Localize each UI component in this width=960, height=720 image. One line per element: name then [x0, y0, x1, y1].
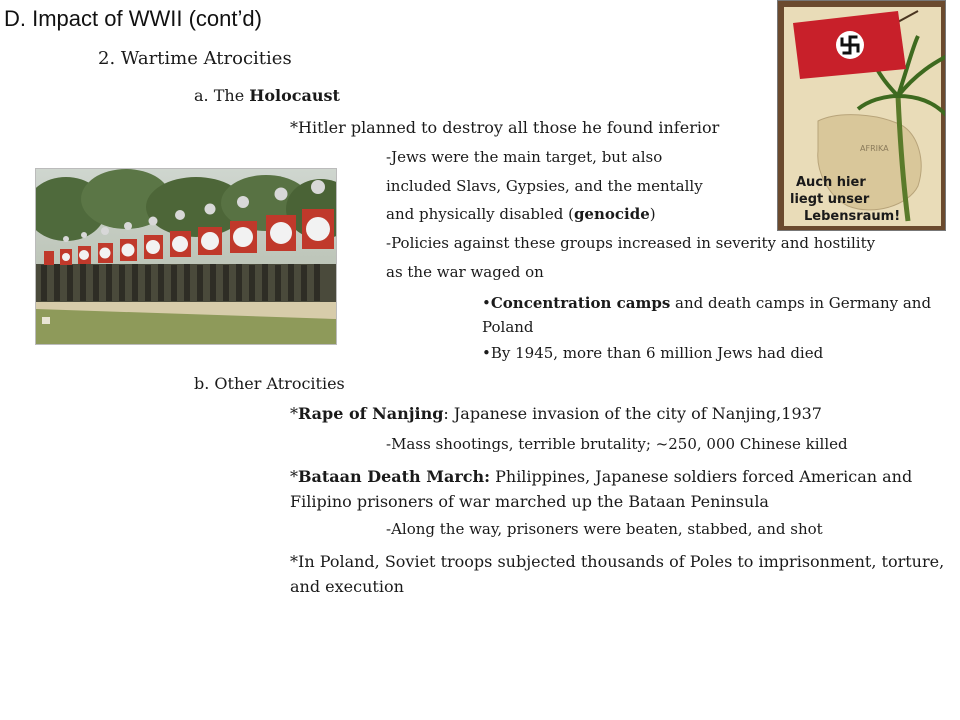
genocide-term: genocide — [573, 205, 650, 223]
lebensraum-poster — [777, 0, 946, 231]
poster-caption-line1: Auch hier — [796, 175, 866, 190]
holocaust-sub2-line1: -Policies against these groups increased in severity and hostility — [386, 234, 876, 252]
nanjing-sub: -Mass shootings, terrible brutality; ~250, 000 Chinese killed — [386, 435, 848, 453]
bataan-point: *Bataan Death March: Philippines, Japanese soldiers forced American and Filipino prisoners of war marched up the Bataan Peninsula — [290, 467, 913, 511]
holocaust-heading: a. The Holocaust — [194, 86, 340, 105]
holocaust-sub2-line2: as the war waged on — [386, 263, 544, 281]
poland-point: *In Poland, Soviet troops subjected thousands of Poles to imprisonment, torture, and execution — [290, 552, 945, 596]
poster-map-label: AFRIKA — [860, 144, 889, 153]
poster-caption-line3: Lebensraum! — [804, 209, 901, 224]
other-atrocities-heading: b. Other Atrocities — [194, 374, 345, 393]
section-heading: 2. Wartime Atrocities — [98, 48, 292, 69]
holocaust-point-hitler: *Hitler planned to destroy all those he found inferior — [290, 118, 720, 137]
nanjing-point: *Rape of Nanjing: Japanese invasion of the city of Nanjing,1937 — [290, 404, 822, 423]
bullet-six-million: •By 1945, more than 6 million Jews had died — [482, 344, 824, 362]
holocaust-sub1-line2: included Slavs, Gypsies, and the mentally — [386, 177, 703, 195]
bullet-concentration-camps: •Concentration camps and death camps in Germany and Poland — [482, 294, 932, 336]
bataan-sub: -Along the way, prisoners were beaten, stabbed, and shot — [386, 520, 823, 538]
poster-caption-line2: liegt unser — [790, 192, 870, 207]
slide-title: D. Impact of WWII (cont’d) — [4, 6, 262, 31]
holocaust-heading-bold: Holocaust — [249, 86, 340, 105]
marching-soldiers-photo — [35, 168, 337, 345]
holocaust-sub1-line1: -Jews were the main target, but also — [386, 148, 663, 166]
holocaust-sub1-line3: and physically disabled (genocide) — [386, 205, 656, 223]
